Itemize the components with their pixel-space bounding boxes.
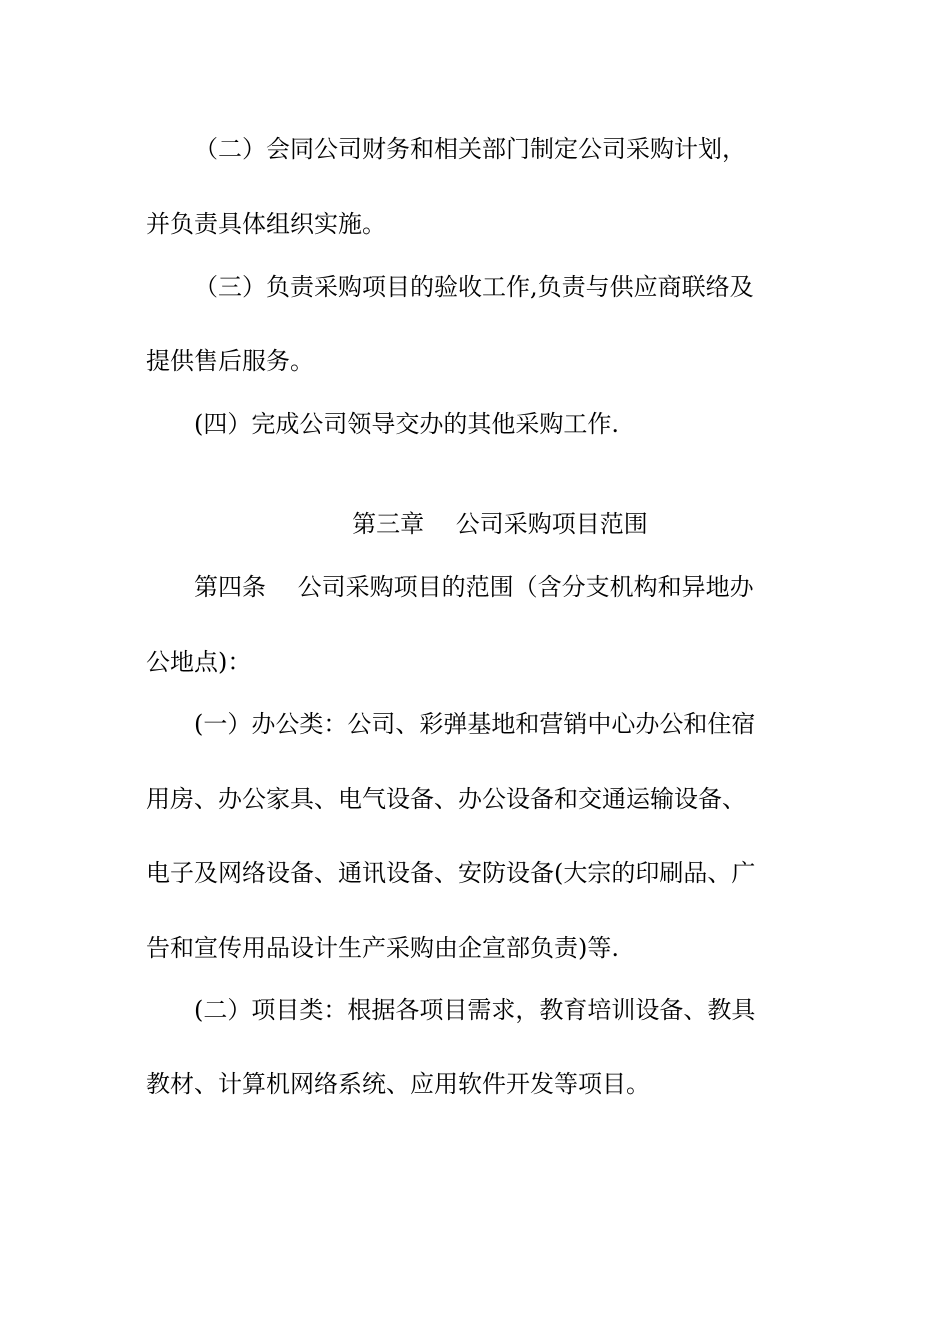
article-4-line-1: 第四条 公司采购项目的范围（含分支机构和异地办 — [194, 573, 754, 601]
item-1-line-1: (一）办公类：公司、彩弹基地和营销中心办公和住宿 — [194, 710, 756, 738]
item-2-line-1: (二）项目类：根据各项目需求，教育培训设备、教具 — [194, 996, 756, 1024]
chapter-heading: 第三章 公司采购项目范围 — [352, 510, 648, 538]
paragraph-3-line-2: 提供售后服务。 — [146, 347, 314, 375]
item-2-line-2: 教材、计算机网络系统、应用软件开发等项目。 — [146, 1070, 650, 1098]
paragraph-4-line-1: (四）完成公司领导交办的其他采购工作. — [194, 410, 619, 438]
item-1-line-4: 告和宣传用品设计生产采购由企宣部负责)等. — [146, 934, 619, 962]
paragraph-2-line-2: 并负责具体组织实施。 — [146, 210, 386, 238]
paragraph-3-line-1: （三）负责采购项目的验收工作,负责与供应商联络及 — [194, 273, 754, 301]
article-4-line-2: 公地点)： — [146, 648, 252, 676]
item-1-line-3: 电子及网络设备、通讯设备、安防设备(大宗的印刷品、广 — [146, 859, 756, 887]
paragraph-2-line-1: （二）会同公司财务和相关部门制定公司采购计划， — [194, 135, 746, 163]
item-1-line-2: 用房、办公家具、电气设备、办公设备和交通运输设备、 — [146, 785, 746, 813]
